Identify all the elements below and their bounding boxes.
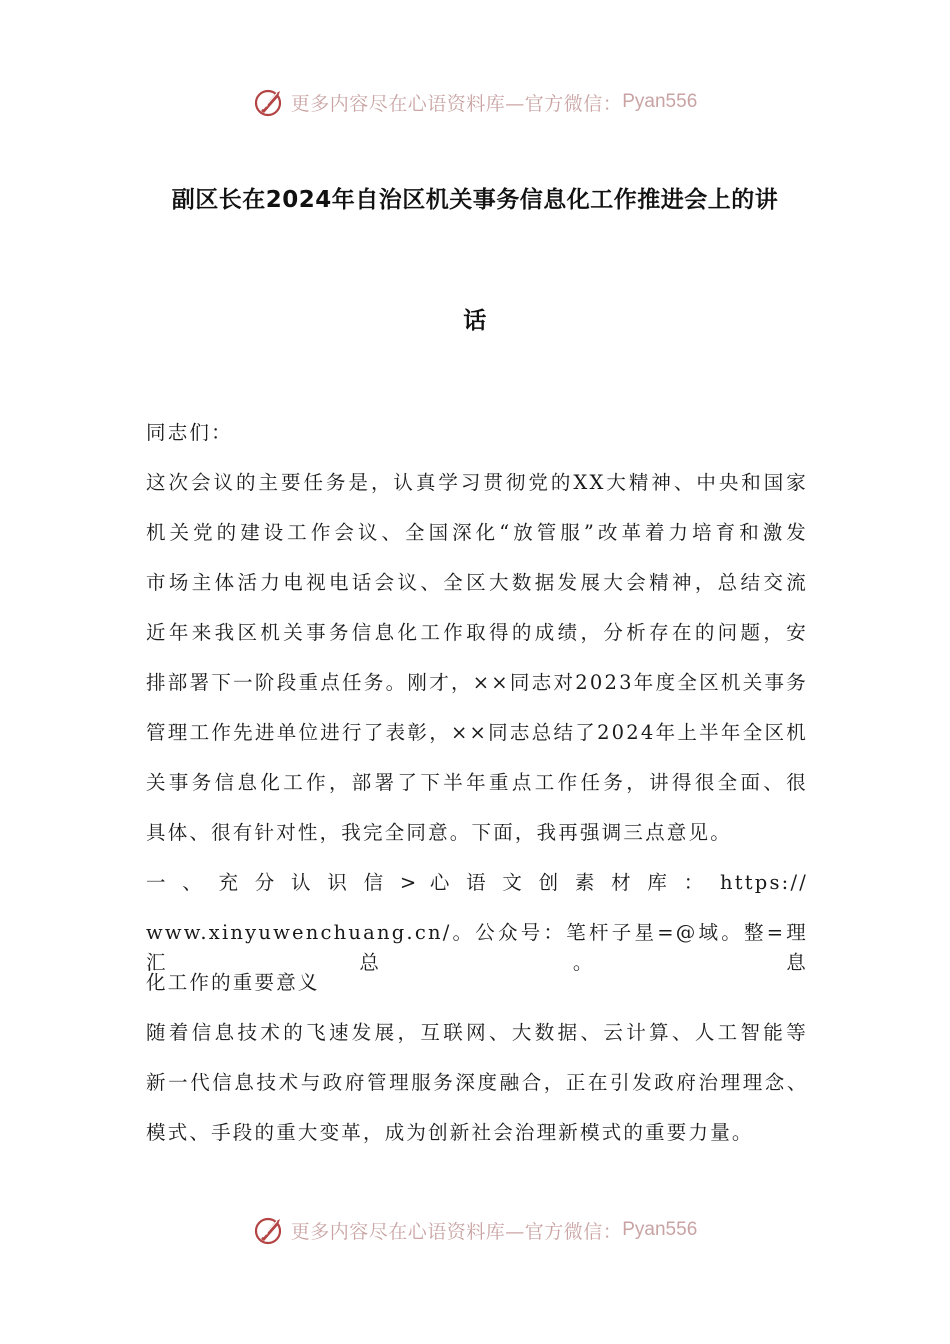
document-title-line-1: 副区长在2024年自治区机关事务信息化工作推进会上的讲 xyxy=(171,187,779,213)
paragraph-line: 近年来我区机关事务信息化工作取得的成绩，分析存在的问题，安 xyxy=(146,621,808,644)
paragraph-line: 这次会议的主要任务是，认真学习贯彻党的XX大精神、中央和国家 xyxy=(146,471,808,494)
paragraph-line: 排部署下一阶段重点任务。刚才，××同志对2023年度全区机关事务 xyxy=(146,671,808,694)
greeting: 同志们： xyxy=(146,421,233,444)
section-heading-line: 化工作的重要意义 xyxy=(146,971,320,994)
paragraph-line: 新一代信息技术与政府管理服务深度融合，正在引发政府治理理念、 xyxy=(146,1071,810,1094)
banner-wechat-id: Pyan556 xyxy=(622,91,698,112)
pen-nib-circle-icon xyxy=(253,85,287,119)
paragraph-line: 机关党的建设工作会议、全国深化“放管服”改革着力培育和激发 xyxy=(146,521,808,544)
footer-watermark-banner xyxy=(0,1210,950,1250)
banner-text: 更多内容尽在心语资料库—官方微信： xyxy=(290,1220,623,1243)
paragraph-line: 管理工作先进单位进行了表彰，××同志总结了2024年上半年全区机 xyxy=(146,721,808,744)
banner-text: 更多内容尽在心语资料库—官方微信： xyxy=(290,92,623,115)
document-body xyxy=(146,418,808,1168)
paragraph-line: 市场主体活力电视电话会议、全区大数据发展大会精神，总结交流 xyxy=(146,571,808,594)
paragraph-line: 模式、手段的重大变革，成为创新社会治理新模式的重要力量。 xyxy=(146,1121,754,1144)
paragraph-line: www.xinyuwenchuang.cn/。公众号：笔杆子星=@域。整=理汇总。息 xyxy=(146,921,808,974)
paragraph-line: 随着信息技术的飞速发展，互联网、大数据、云计算、人工智能等 xyxy=(146,1021,808,1044)
section-heading-line: 一 、 充 分 认 识 信 > 心 语 文 创 素 材 库 ： https:// xyxy=(146,871,808,894)
document-title-line-2: 话 xyxy=(463,308,487,334)
banner-wechat-id: Pyan556 xyxy=(622,1219,698,1240)
paragraph-line: 具体、很有针对性，我完全同意。下面，我再强调三点意见。 xyxy=(146,821,732,844)
header-watermark-banner xyxy=(0,82,950,122)
paragraph-line: 关事务信息化工作，部署了下半年重点工作任务，讲得很全面、很 xyxy=(146,771,808,794)
pen-nib-circle-icon xyxy=(253,1213,287,1247)
